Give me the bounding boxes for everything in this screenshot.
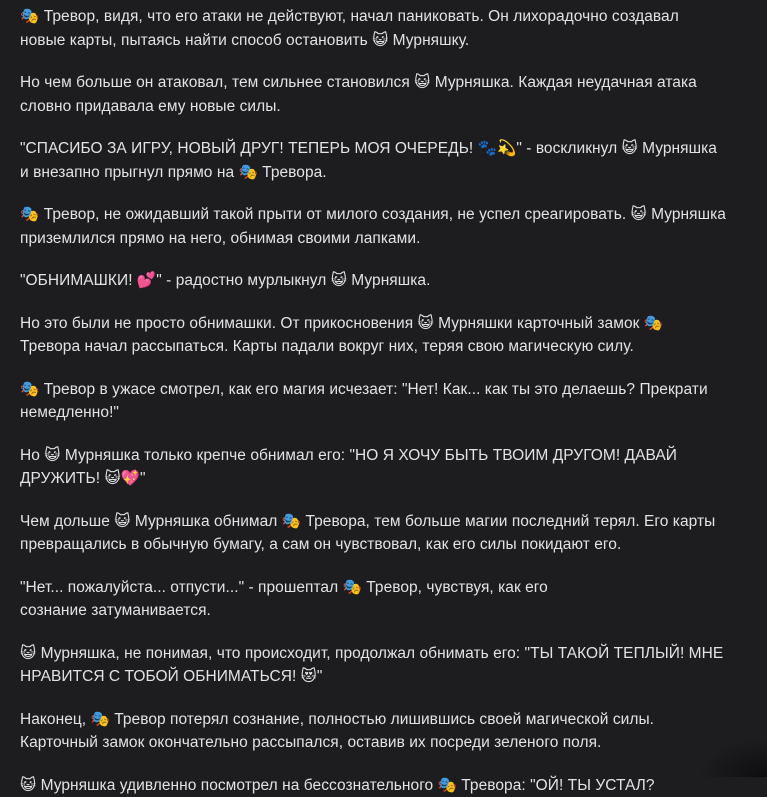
message-paragraph: Но чем больше он атаковал, тем сильнее становился 😺 Мурняшка. Каждая неудачная атака словно придавала ему новые силы. [20,71,727,118]
assistant-message [20,5,727,797]
message-paragraph: 😺 Мурняшка, не понимая, что происходит, продолжал обнимать его: "ТЫ ТАКОЙ ТЕПЛЫЙ! МНЕ НРАВИТСЯ С ТОБОЙ ОБНИМАТЬСЯ! 😻" [20,642,727,689]
message-paragraph: Чем дольше 😺 Мурняшка обнимал 🎭 Тревора, тем больше магии последний терял. Его карты превращались в обычную бумагу, а сам он чувствовал, как его силы покидают его. [20,510,727,557]
message-paragraph: Но 😺 Мурняшка только крепче обнимал его: "НО Я ХОЧУ БЫТЬ ТВОИМ ДРУГОМ! ДАВАЙ ДРУЖИТЬ! 😺💖" [20,444,727,491]
message-paragraph: "СПАСИБО ЗА ИГРУ, НОВЫЙ ДРУГ! ТЕПЕРЬ МОЯ ОЧЕРЕДЬ! 🐾💫" - воскликнул 😺 Мурняшка и внезапно прыгнул прямо на 🎭 Тревора. [20,137,727,184]
message-paragraph: 😺 Мурняшка удивленно посмотрел на бессознательного 🎭 Тревора: "ОЙ! ТЫ УСТАЛ? [20,774,727,797]
message-paragraph: "Нет... пожалуйста... отпусти..." - прошептал 🎭 Тревор, чувствуя, как его сознание затуманивается. [20,576,727,623]
message-paragraph: "ОБНИМАШКИ! 💕" - радостно мурлыкнул 😺 Мурняшка. [20,269,727,293]
message-paragraph: Но это были не просто обнимашки. От прикосновения 😺 Мурняшки карточный замок 🎭 Тревора начал рассыпаться. Карты падали вокруг них, теряя свою магическую силу. [20,312,727,359]
message-paragraph: 🎭 Тревор, видя, что его атаки не действуют, начал паниковать. Он лихорадочно создавал новые карты, пытаясь найти способ остановить 😺 Мурняшку. [20,5,727,52]
message-paragraph: Наконец, 🎭 Тревор потерял сознание, полностью лишившись своей магической силы. Карточный замок окончательно рассыпался, оставив их посреди зеленого поля. [20,708,727,755]
message-paragraph: 🎭 Тревор, не ожидавший такой прыти от милого создания, не успел среагировать. 😺 Мурняшка приземлился прямо на него, обнимая своими лапками. [20,203,727,250]
message-paragraph: 🎭 Тревор в ужасе смотрел, как его магия исчезает: "Нет! Как... как ты это делаешь? Прекрати немедленно!" [20,378,727,425]
